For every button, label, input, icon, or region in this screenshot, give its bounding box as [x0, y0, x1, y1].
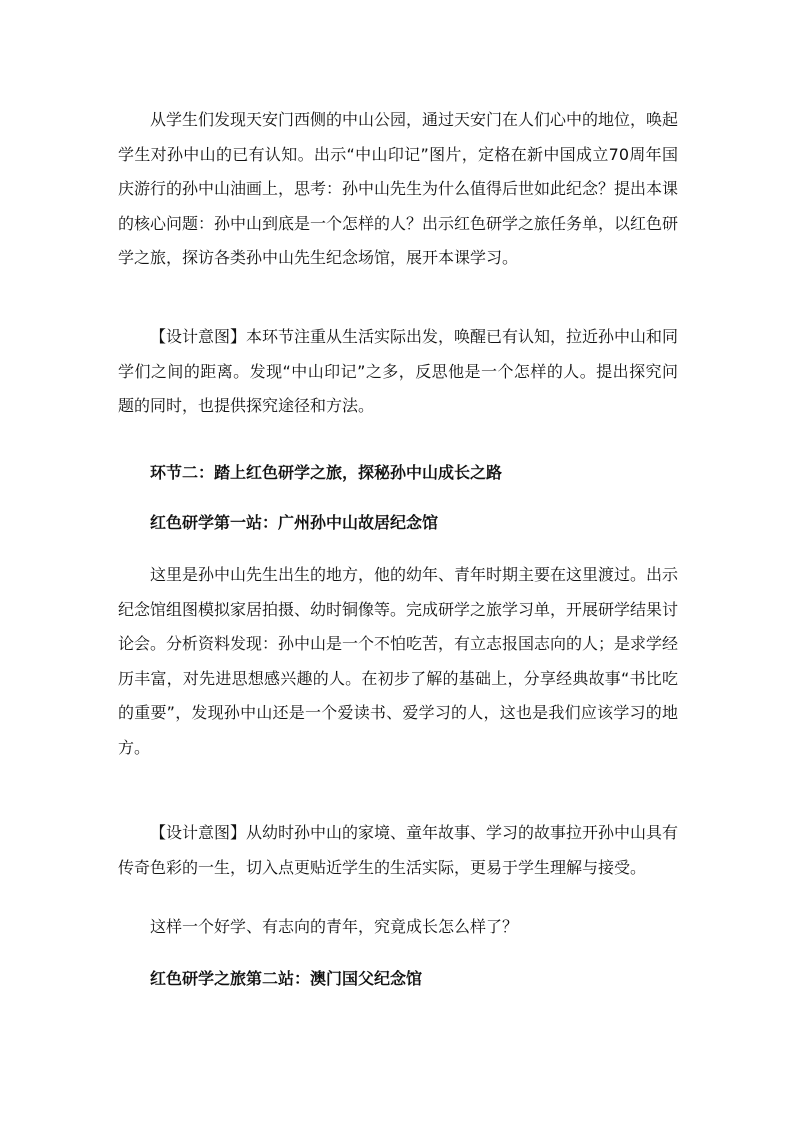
station-heading-2: 红色研学之旅第二站：澳门国父纪念馆 — [150, 969, 423, 988]
section-heading-block-2 — [118, 456, 678, 490]
intro-paragraph: 从学生们发现天安门西侧的中山公园，通过天安门在人们心中的地位，唤起学生对孙中山的已有认知。出示“中山印记”图片，定格在新中国成立70周年国庆游行的孙中山油画上，思考：孙中山先生为什么值得后世如此纪念？提出本课的核心问题：孙中山到底是一个怎样的人？出示红色研学之旅任务单，以红色研学之旅，探访各类孙中山先生纪念场馆，展开本课学习。 — [118, 110, 679, 268]
station-1-paragraph: 这里是孙中山先生出生的地方，他的幼年、青年时期主要在这里渡过。出示纪念馆组图模拟家居拍摄、幼时铜像等。完成研学之旅学习单，开展研学结果讨论会。分析资料发现：孙中山是一个不怕吃苦，有立志报国志向的人；是求学经历丰富，对先进思想感兴趣的人。在初步了解的基础上，分享经典故事“书比吃的重要”，发现孙中山还是一个爱读书、爱学习的人，这也是我们应该学习的地方。 — [118, 565, 679, 757]
transition-paragraph-block — [118, 910, 678, 945]
station-heading-block-2 — [118, 962, 678, 996]
design-intent-block-2 — [118, 816, 678, 885]
station-heading-block-1 — [118, 506, 678, 540]
intro-paragraph-block — [118, 103, 678, 276]
section-heading-2: 环节二：踏上红色研学之旅，探秘孙中山成长之路 — [150, 463, 503, 482]
station-heading-1: 红色研学第一站：广州孙中山故居纪念馆 — [150, 513, 439, 532]
station-1-paragraph-block — [118, 558, 678, 766]
design-intent-block-1 — [118, 320, 678, 424]
design-intent-paragraph-1: 【设计意图】本环节注重从生活实际出发，唤醒已有认知，拉近孙中山和同学们之间的距离。发现“中山印记”之多，反思他是一个怎样的人。提出探究问题的同时，也提供探究途径和方法。 — [118, 327, 679, 416]
design-intent-paragraph-2: 【设计意图】从幼时孙中山的家境、童年故事、学习的故事拉开孙中山具有传奇色彩的一生，切入点更贴近学生的生活实际，更易于学生理解与接受。 — [118, 823, 679, 877]
transition-paragraph: 这样一个好学、有志向的青年，究竟成长怎么样了？ — [150, 917, 519, 936]
